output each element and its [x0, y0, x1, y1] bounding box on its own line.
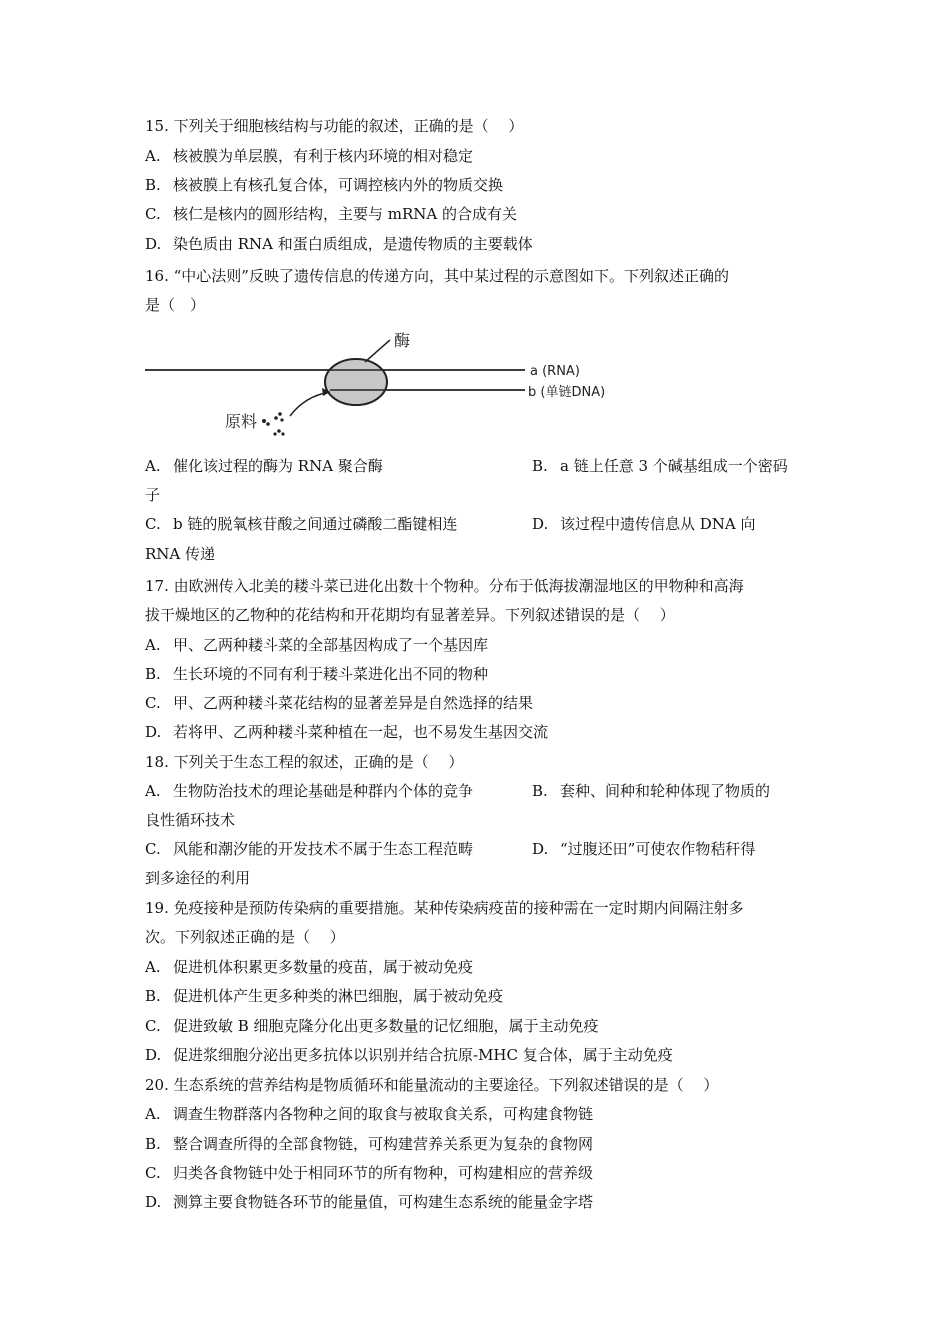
q16-option-a[interactable]	[145, 456, 383, 476]
q16-option-b[interactable]	[532, 456, 788, 476]
option-label: D.	[145, 235, 162, 253]
option-label: A.	[145, 958, 161, 976]
q15-option-b[interactable]	[145, 175, 503, 195]
option-label: C.	[145, 1164, 161, 1182]
option-label: C.	[145, 694, 161, 712]
option-text: 该过程中遗传信息从 DNA 向	[560, 515, 756, 533]
option-label: D.	[145, 1046, 162, 1064]
q15-stem: 15. 下列关于细胞核结构与功能的叙述，正确的是（ ）	[145, 117, 524, 135]
option-text: 归类各食物链中处于相同环节的所有物种，可构建相应的营养级	[173, 1164, 594, 1182]
option-label: A.	[145, 636, 161, 654]
option-label: A.	[145, 782, 161, 800]
strand-a-label: a (RNA)	[530, 364, 580, 379]
q16-option-c[interactable]	[145, 514, 457, 534]
q16-stem-line1: 16. “中心法则”反映了遗传信息的传递方向，其中某过程的示意图如下。下列叙述正确的	[145, 267, 729, 285]
option-label: C.	[145, 1017, 161, 1035]
option-text: a 链上任意 3 个碱基组成一个密码	[560, 457, 788, 475]
option-label: A.	[145, 1105, 161, 1123]
option-text: 测算主要食物链各环节的能量值，可构建生态系统的能量金字塔	[173, 1193, 594, 1211]
option-text: 整合调查所得的全部食物链，可构建营养关系更为复杂的食物网	[173, 1135, 594, 1153]
q18-option-d-cont: 到多途径的利用	[145, 869, 251, 887]
q17-option-a[interactable]	[145, 635, 488, 655]
option-text: 核被膜上有核孔复合体，可调控核内外的物质交换	[173, 176, 504, 194]
option-text: 甲、乙两种耧斗菜花结构的显著差异是自然选择的结果	[173, 694, 534, 712]
option-label: C.	[145, 515, 161, 533]
q18-option-c[interactable]	[145, 839, 473, 859]
transcription-diagram	[140, 328, 640, 448]
q18-stem: 18. 下列关于生态工程的叙述，正确的是（ ）	[145, 753, 464, 771]
q18-option-b-cont: 良性循环技术	[145, 811, 236, 829]
raw-material-label: 原料	[225, 412, 258, 431]
option-text: “过腹还田”可使农作物秸秆得	[560, 840, 756, 858]
option-text: 促进致敏 B 细胞克隆分化出更多数量的记忆细胞，属于主动免疫	[173, 1017, 599, 1035]
q18-option-b[interactable]	[532, 781, 770, 801]
q15-option-c[interactable]	[145, 204, 517, 224]
option-text: 若将甲、乙两种耧斗菜种植在一起，也不易发生基因交流	[173, 723, 549, 741]
raw-material-arrow	[290, 392, 330, 416]
q17-option-c[interactable]	[145, 693, 533, 713]
option-label: A.	[145, 457, 161, 475]
q19-option-d[interactable]	[145, 1045, 673, 1065]
option-text: b 链的脱氧核苷酸之间通过磷酸二酯键相连	[173, 515, 458, 533]
enzyme-label: 酶	[394, 331, 411, 350]
option-text: 甲、乙两种耧斗菜的全部基因构成了一个基因库	[173, 636, 489, 654]
option-text: 染色质由 RNA 和蛋白质组成，是遗传物质的主要载体	[173, 235, 533, 253]
option-text: 促进机体积累更多数量的疫苗，属于被动免疫	[173, 958, 474, 976]
option-label: C.	[145, 840, 161, 858]
option-label: B.	[145, 665, 161, 683]
q19-option-a[interactable]	[145, 957, 473, 977]
option-label: C.	[145, 205, 161, 223]
q15-option-a[interactable]	[145, 146, 473, 166]
q20-option-a[interactable]	[145, 1104, 593, 1124]
option-label: D.	[145, 1193, 162, 1211]
q20-option-c[interactable]	[145, 1163, 593, 1183]
q20-option-d[interactable]	[145, 1192, 593, 1212]
enzyme-ellipse	[325, 359, 387, 405]
option-label: D.	[532, 515, 549, 533]
q16-option-b-cont: 子	[145, 486, 161, 504]
q20-stem: 20. 生态系统的营养结构是物质循环和能量流动的主要途径。下列叙述错误的是（ ）	[145, 1076, 719, 1094]
option-text: 核仁是核内的圆形结构，主要与 mRNA 的合成有关	[173, 205, 518, 223]
option-label: B.	[532, 457, 548, 475]
option-label: B.	[145, 1135, 161, 1153]
q19-option-c[interactable]	[145, 1016, 599, 1036]
option-label: A.	[145, 147, 161, 165]
option-text: 生物防治技术的理论基础是种群内个体的竞争	[173, 782, 474, 800]
enzyme-pointer	[365, 340, 390, 362]
option-label: B.	[532, 782, 548, 800]
option-label: D.	[532, 840, 549, 858]
q19-option-b[interactable]	[145, 986, 503, 1006]
option-text: 生长环境的不同有利于耧斗菜进化出不同的物种	[173, 665, 489, 683]
q20-option-b[interactable]	[145, 1134, 593, 1154]
option-text: 催化该过程的酶为 RNA 聚合酶	[173, 457, 383, 475]
option-label: B.	[145, 176, 161, 194]
option-text: 促进机体产生更多种类的淋巴细胞，属于被动免疫	[173, 987, 504, 1005]
q17-option-b[interactable]	[145, 664, 488, 684]
option-label: B.	[145, 987, 161, 1005]
option-text: 套种、间种和轮种体现了物质的	[560, 782, 771, 800]
option-label: D.	[145, 723, 162, 741]
strand-b-label: b (单链DNA)	[528, 385, 606, 400]
nucleotide-dots	[262, 412, 285, 435]
q18-option-d[interactable]	[532, 839, 755, 859]
q15-option-d[interactable]	[145, 234, 533, 254]
q16-stem-line2: 是（ ）	[145, 296, 206, 314]
q19-stem-line1: 19. 免疫接种是预防传染病的重要措施。某种传染病疫苗的接种需在一定时期内间隔注射多	[145, 899, 744, 917]
q16-option-d[interactable]	[532, 514, 756, 534]
q17-stem-line1: 17. 由欧洲传入北美的耧斗菜已进化出数十个物种。分布于低海拔潮湿地区的甲物种和高海	[145, 577, 744, 595]
option-text: 调查生物群落内各物种之间的取食与被取食关系，可构建食物链	[173, 1105, 594, 1123]
q17-stem-line2: 拔干燥地区的乙物种的花结构和开花期均有显著差异。下列叙述错误的是（ ）	[145, 606, 675, 624]
q18-option-a[interactable]	[145, 781, 473, 801]
option-text: 核被膜为单层膜，有利于核内环境的相对稳定	[173, 147, 474, 165]
option-text: 促进浆细胞分泌出更多抗体以识别并结合抗原-MHC 复合体，属于主动免疫	[173, 1046, 673, 1064]
q17-option-d[interactable]	[145, 722, 548, 742]
q16-option-d-cont: RNA 传递	[145, 545, 216, 563]
q19-stem-line2: 次。下列叙述正确的是（ ）	[145, 928, 345, 946]
option-text: 风能和潮汐能的开发技术不属于生态工程范畴	[173, 840, 474, 858]
